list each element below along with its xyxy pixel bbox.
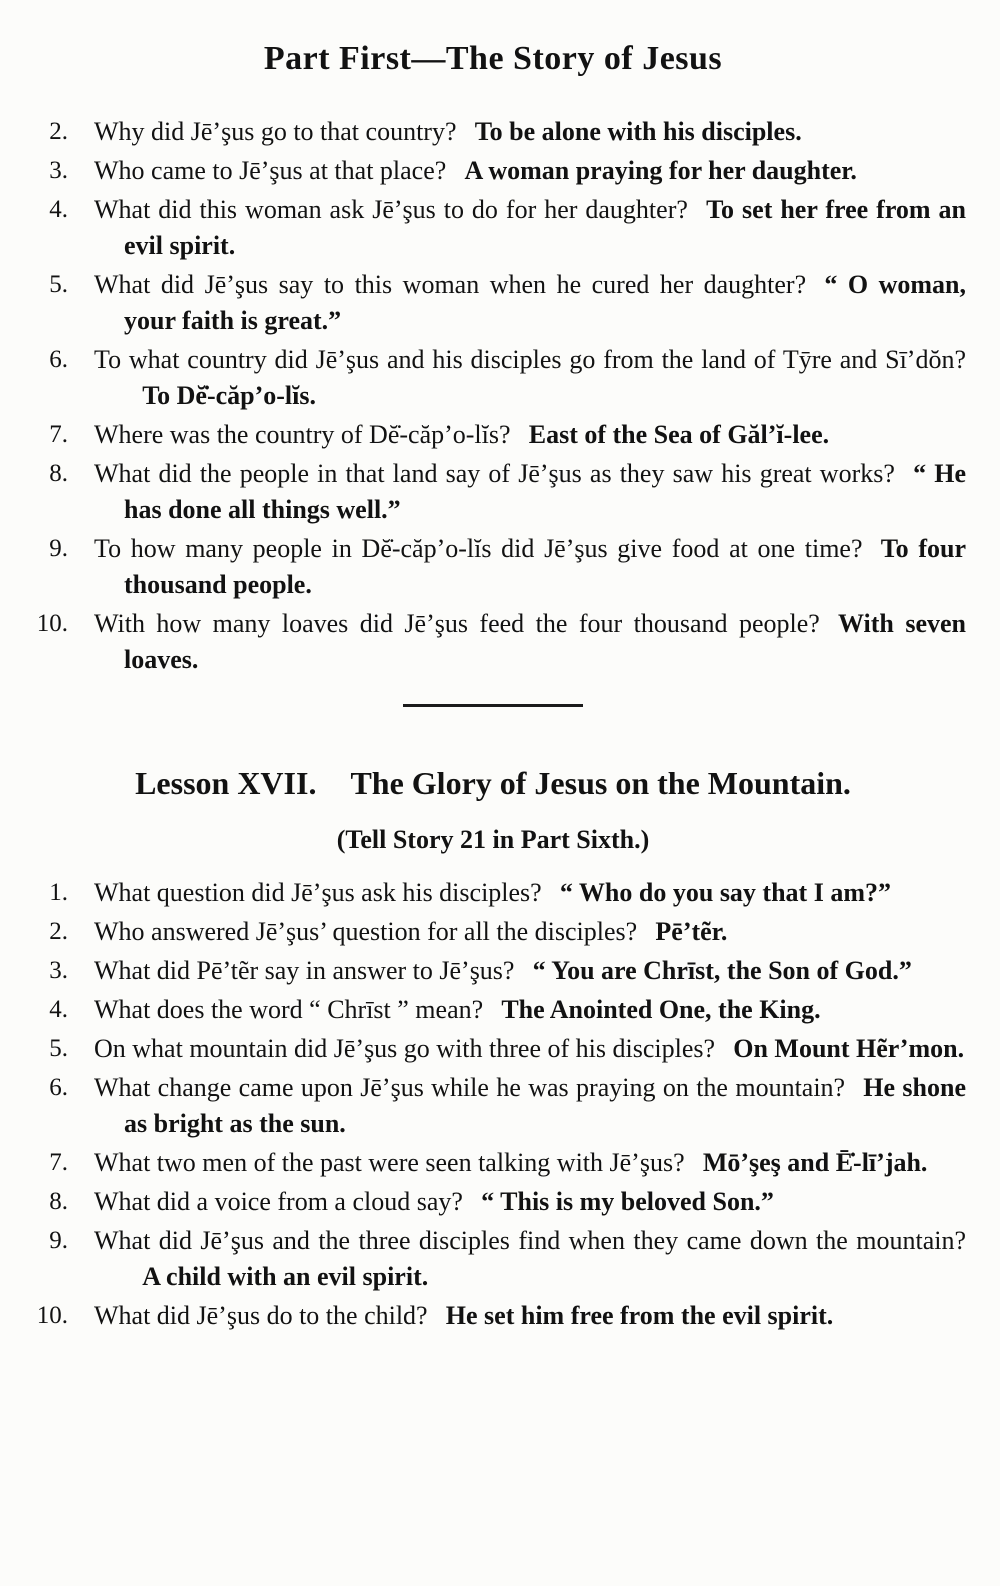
question-row [20,1184,966,1220]
answer-text: The Anointed One, the King. [501,995,821,1024]
answer-text: East of the Sea of Găl’ĭ-lee. [528,420,830,449]
question: On what mountain did Jē’şus go with three of his disciples? [94,1034,716,1063]
question: To what country did Jē’şus and his disciples go from the land of Tȳre and Sī’dŏn? [94,345,966,374]
question: To how many people in Dĕ̇-căp’o-lĭs did Jē’şus give food at one time? [94,534,863,563]
answer-text: He set him free from the evil spirit. [445,1301,834,1330]
question: Why did Jē’şus go to that country? [94,117,457,146]
answer-text: A woman praying for her daughter. [464,156,857,185]
question-text [94,1223,966,1295]
question-text [94,1031,966,1067]
answer-text: On Mount Hẽr’mon. [733,1034,965,1063]
question-row [20,1145,966,1181]
question-row [20,267,966,339]
question: What does the word “ Chrīst ” mean? [94,995,484,1024]
question: What did Pē’tẽr say in answer to Jē’şus? [94,956,515,985]
question-number: 7. [49,1149,68,1176]
question-text [94,606,966,678]
answer-text: To set her free from an evil spirit. [124,195,966,260]
question: With how many loaves did Jē’şus feed the four thousand people? [94,609,820,638]
answer-text: “ O woman, your faith is great.” [124,270,966,335]
question: Where was the country of Dĕ̇-căp’o-lĭs? [94,420,511,449]
answer-text: To be alone with his disciples. [474,117,802,146]
question-number: 2. [49,918,68,945]
question-row [20,531,966,603]
question-number: 9. [49,1227,68,1254]
answer-text: To four thousand people. [124,534,966,599]
question-text [94,1070,966,1142]
question-row [20,456,966,528]
section-divider [403,704,583,707]
question-text [94,417,966,453]
question-row [20,114,966,150]
question: What did a voice from a cloud say? [94,1187,463,1216]
question-number: 9. [49,535,68,562]
question-row [20,875,966,911]
question: Who came to Jē’şus at that place? [94,156,447,185]
question: What did Jē’şus do to the child? [94,1301,428,1330]
question-row [20,417,966,453]
question-number: 10. [36,1302,68,1329]
question-row [20,953,966,989]
question: What did this woman ask Jē’şus to do for her daughter? [94,195,688,224]
part-first-questions [20,114,966,678]
question-row [20,992,966,1028]
question-text [94,153,966,189]
question-text [94,531,966,603]
question-text [94,192,966,264]
question-row [20,342,966,414]
question-text [94,342,966,414]
lesson-heading [20,763,966,803]
question: What did Jē’şus say to this woman when he cured her daughter? [94,270,807,299]
question-number: 3. [49,157,68,184]
question-number: 1. [49,879,68,906]
question-text [94,1184,966,1220]
question-number: 6. [49,346,68,373]
question-number: 6. [49,1074,68,1101]
answer-text: To Dĕ̇-căp’o-lĭs. [142,381,316,410]
lesson-label: Lesson XVII. [135,765,317,801]
question-number: 10. [36,610,68,637]
question-row [20,606,966,678]
question-text [94,953,966,989]
question-text [94,456,966,528]
question: What did Jē’şus and the three disciples find when they came down the mountain? [94,1226,966,1255]
answer-text: “ He has done all things well.” [124,459,966,524]
question-row [20,1298,966,1334]
question-row [20,1031,966,1067]
question: What change came upon Jē’şus while he was praying on the mountain? [94,1073,846,1102]
question-row [20,153,966,189]
question-text [94,992,966,1028]
answer-text: Mō’şeş and Ē̇-lī’jah. [702,1148,928,1177]
question-text [94,914,966,950]
question: What did the people in that land say of Jē’şus as they saw his great works? [94,459,895,488]
question-text [94,114,966,150]
question-number: 4. [49,196,68,223]
question-row [20,1223,966,1295]
question-number: 8. [49,460,68,487]
question-number: 3. [49,957,68,984]
question: What two men of the past were seen talking with Jē’şus? [94,1148,685,1177]
answer-text: “ You are Chrīst, the Son of God.” [532,956,912,985]
question: What question did Jē’şus ask his disciples? [94,878,542,907]
question-text [94,875,966,911]
question-number: 8. [49,1188,68,1215]
answer-text: Pē’tẽr. [655,917,728,946]
question-number: 5. [49,1035,68,1062]
question-number: 2. [49,118,68,145]
part-title: Part First—The Story of Jesus [263,40,723,77]
question: Who answered Jē’şus’ question for all the disciples? [94,917,638,946]
question-row [20,192,966,264]
question-row [20,914,966,950]
lesson-subtitle: (Tell Story 21 in Part Sixth.) [336,825,650,854]
question-number: 7. [49,421,68,448]
question-text [94,1145,966,1181]
answer-text: With seven loaves. [124,609,967,674]
answer-text: “ This is my beloved Son.” [481,1187,774,1216]
question-text [94,267,966,339]
question-number: 4. [49,996,68,1023]
answer-text: “ Who do you say that I am?” [559,878,891,907]
lesson-title: The Glory of Jesus on the Mountain. [350,765,851,801]
question-row [20,1070,966,1142]
answer-text: A child with an evil spirit. [142,1262,429,1291]
answer-text: He shone as bright as the sun. [124,1073,966,1138]
lesson-questions [20,875,966,1334]
question-number: 5. [49,271,68,298]
question-text [94,1298,966,1334]
